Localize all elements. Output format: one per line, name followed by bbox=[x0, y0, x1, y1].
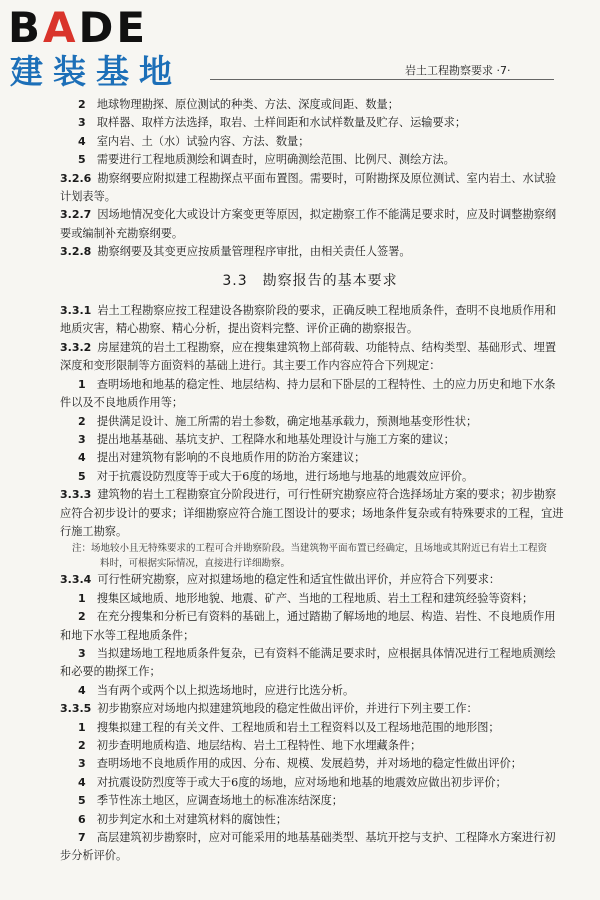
clause-number: 3.3.2 bbox=[60, 340, 92, 354]
clause bbox=[60, 206, 560, 224]
item-number: 2 bbox=[78, 739, 86, 752]
clause bbox=[60, 302, 560, 320]
line-text: 初步查明地质构造、地层结构、岩土工程特性、地下水埋藏条件； bbox=[96, 739, 422, 752]
clause-number: 3.3.5 bbox=[60, 702, 92, 716]
running-head: 岩土工程勘察要求 ·7· bbox=[405, 64, 511, 77]
line-text: 提供满足设计、施工所需的岩土参数，确定地基承载力，预测地基变形性状； bbox=[96, 414, 478, 428]
clause-number: 3.2.8 bbox=[60, 245, 92, 259]
line-text: 当有两个或两个以上拟选场地时，应进行比选分析。 bbox=[96, 683, 355, 697]
list-item bbox=[60, 449, 560, 467]
note-line: 注：场地较小且无特殊要求的工程可合并勘察阶段。当建筑物平面布置已经确定，且场地或其附近已有岩土工程资 bbox=[72, 543, 548, 555]
list-item bbox=[60, 792, 560, 810]
continuation-line: 地质灾害，精心勘察、精心分析，提出资料完整、评价正确的勘察报告。 bbox=[60, 322, 419, 336]
line-text: 提出地基基础、基坑支护、工程降水和地基处理设计与施工方案的建议； bbox=[96, 432, 455, 446]
continuation-line: 深度和变形限制等方面资料的基础上进行。其主要工作内容应符合下列规定： bbox=[60, 359, 441, 373]
logo-subtitle: 建装基地 bbox=[10, 52, 182, 91]
line-text: 需要进行工程地质测绘和调查时，应明确测绘范围、比例尺、测绘方法。 bbox=[96, 153, 455, 167]
item-number: 2 bbox=[78, 610, 86, 624]
list-item bbox=[60, 96, 560, 114]
item-number: 3 bbox=[78, 432, 86, 446]
list-item bbox=[60, 608, 560, 626]
line-text: 勘察纲要及其变更应按质量管理程序审批，由相关责任人签署。 bbox=[97, 245, 411, 259]
item-number: 5 bbox=[78, 153, 86, 167]
clause bbox=[60, 243, 560, 261]
continuation-line: 件以及不良地质作用等； bbox=[60, 396, 184, 410]
clause-number: 3.2.7 bbox=[60, 208, 92, 222]
document-body bbox=[60, 96, 564, 866]
line-text: 高层建筑初步勘察时，应对可能采用的地基基础类型、基坑开挖与支护、工程降水方案进行初 bbox=[96, 831, 556, 845]
line-text: 因场地情况变化大或设计方案变更等原因，拟定勘察工作不能满足要求时，应及时调整勘察纲 bbox=[97, 208, 557, 222]
line-text: 季节性冻土地区，应调查场地土的标准冻结深度； bbox=[96, 794, 343, 808]
list-item bbox=[60, 682, 560, 700]
line-text: 勘察纲要应附拟建工程勘探点平面布置图。需要时，可附勘探及原位测试、室内岩土、水试验 bbox=[97, 171, 557, 185]
continuation-line: 步分析评价。 bbox=[60, 849, 128, 863]
line-text: 对抗震设防烈度等于或大于6度的场地，应对场地和地基的地震效应做出初步评价； bbox=[96, 775, 507, 789]
item-number: 2 bbox=[78, 414, 86, 428]
list-item bbox=[60, 755, 560, 773]
clause bbox=[60, 700, 560, 718]
line-text: 搜集区域地质、地形地貌、地震、矿产、当地的工程地质、岩土工程和建筑经验等资料； bbox=[96, 591, 534, 605]
item-number: 7 bbox=[78, 831, 86, 845]
line-text: 对于抗震设防烈度等于或大于6度的场地，进行场地与地基的地震效应评价。 bbox=[96, 469, 474, 483]
clause-number: 3.3.3 bbox=[60, 488, 92, 502]
item-number: 4 bbox=[78, 451, 86, 465]
line-text: 提出对建筑物有影响的不良地质作用的防治方案建议； bbox=[96, 451, 366, 465]
list-item bbox=[60, 376, 560, 394]
line-text: 房屋建筑的岩土工程勘察，应在搜集建筑物上部荷载、功能特点、结构类型、基础形式、埋置 bbox=[97, 340, 557, 354]
line-text: 室内岩、土（水）试验内容、方法、数量； bbox=[96, 134, 310, 148]
section-title: 3.3 勘察报告的基本要求 bbox=[222, 272, 398, 289]
line-text: 查明场地不良地质作用的成因、分布、规模、发展趋势，并对场地的稳定性做出评价； bbox=[96, 757, 522, 771]
line-text: 在充分搜集和分析已有资料的基础上，通过踏勘了解场地的地层、构造、岩性、不良地质作用 bbox=[96, 610, 556, 624]
continuation-line: 行施工勘察。 bbox=[60, 524, 128, 538]
site-logo bbox=[8, 4, 188, 96]
continuation-line: 要或编制补充勘察纲要。 bbox=[60, 226, 184, 240]
item-number: 1 bbox=[78, 591, 86, 605]
clause bbox=[60, 486, 560, 504]
line-text: 搜集拟建工程的有关文件、工程地质和岩土工程资料以及工程场地范围的地形图； bbox=[96, 720, 500, 734]
item-number: 3 bbox=[78, 646, 86, 660]
list-item bbox=[60, 133, 560, 151]
line-text: 当拟建场地工程地质条件复杂，已有资料不能满足要求时，应根据具体情况进行工程地质测绘 bbox=[96, 646, 556, 660]
list-item bbox=[60, 829, 560, 847]
item-number: 6 bbox=[78, 812, 86, 826]
clause bbox=[60, 170, 560, 188]
list-item bbox=[60, 737, 560, 755]
clause-number: 3.3.1 bbox=[60, 304, 92, 318]
header-rule bbox=[210, 79, 554, 80]
line-text: 可行性研究勘察，应对拟建场地的稳定性和适宜性做出评价，并应符合下列要求： bbox=[97, 573, 501, 587]
clause-number: 3.3.4 bbox=[60, 573, 92, 587]
line-text: 初步判定水和土对建筑材料的腐蚀性； bbox=[96, 812, 288, 826]
item-number: 4 bbox=[78, 134, 86, 148]
item-number: 1 bbox=[78, 377, 86, 391]
item-number: 1 bbox=[78, 720, 86, 734]
list-item bbox=[60, 645, 560, 663]
list-item bbox=[60, 431, 560, 449]
line-text: 取样器、取样方法选择，取岩、土样间距和水试样数量及贮存、运输要求； bbox=[96, 116, 467, 130]
item-number: 4 bbox=[78, 775, 86, 789]
item-number: 3 bbox=[78, 116, 86, 130]
continuation-line: 和必要的勘探工作； bbox=[60, 665, 161, 679]
list-item bbox=[60, 413, 560, 431]
note-line: 料时，可根据实际情况，直接进行详细勘察。 bbox=[100, 558, 291, 570]
line-text: 岩土工程勘察应按工程建设各勘察阶段的要求，正确反映工程地质条件，查明不良地质作用和 bbox=[97, 304, 557, 318]
clause-number: 3.2.6 bbox=[60, 171, 92, 185]
item-number: 5 bbox=[78, 469, 86, 483]
list-item bbox=[60, 468, 560, 486]
list-item bbox=[60, 811, 560, 829]
clause bbox=[60, 339, 560, 357]
list-item bbox=[60, 719, 560, 737]
continuation-line: 应符合初步设计的要求；详细勘察应符合施工图设计的要求；场地条件复杂或有特殊要求的工程，宜进 bbox=[60, 506, 564, 520]
item-number: 4 bbox=[78, 683, 86, 697]
clause bbox=[60, 571, 560, 589]
line-text: 查明场地和地基的稳定性、地层结构、持力层和下卧层的工程特性、土的应力历史和地下水条 bbox=[96, 377, 556, 391]
line-text: 地球物理勘探、原位测试的种类、方法、深度或间距、数量； bbox=[96, 98, 399, 111]
line-text: 建筑物的岩土工程勘察宜分阶段进行，可行性研究勘察应符合选择场址方案的要求；初步勘察 bbox=[97, 488, 557, 502]
line-text: 初步勘察应对场地内拟建建筑地段的稳定性做出评价，并进行下列主要工作： bbox=[97, 702, 478, 716]
item-number: 3 bbox=[78, 757, 86, 771]
list-item bbox=[60, 774, 560, 792]
logo-wordmark: BADE bbox=[8, 3, 149, 52]
item-number: 5 bbox=[78, 794, 86, 808]
continuation-line: 计划表等。 bbox=[60, 190, 116, 204]
continuation-line: 和地下水等工程地质条件； bbox=[60, 628, 195, 642]
list-item bbox=[60, 151, 560, 169]
list-item bbox=[60, 114, 560, 132]
list-item bbox=[60, 590, 560, 608]
item-number: 2 bbox=[78, 98, 86, 111]
